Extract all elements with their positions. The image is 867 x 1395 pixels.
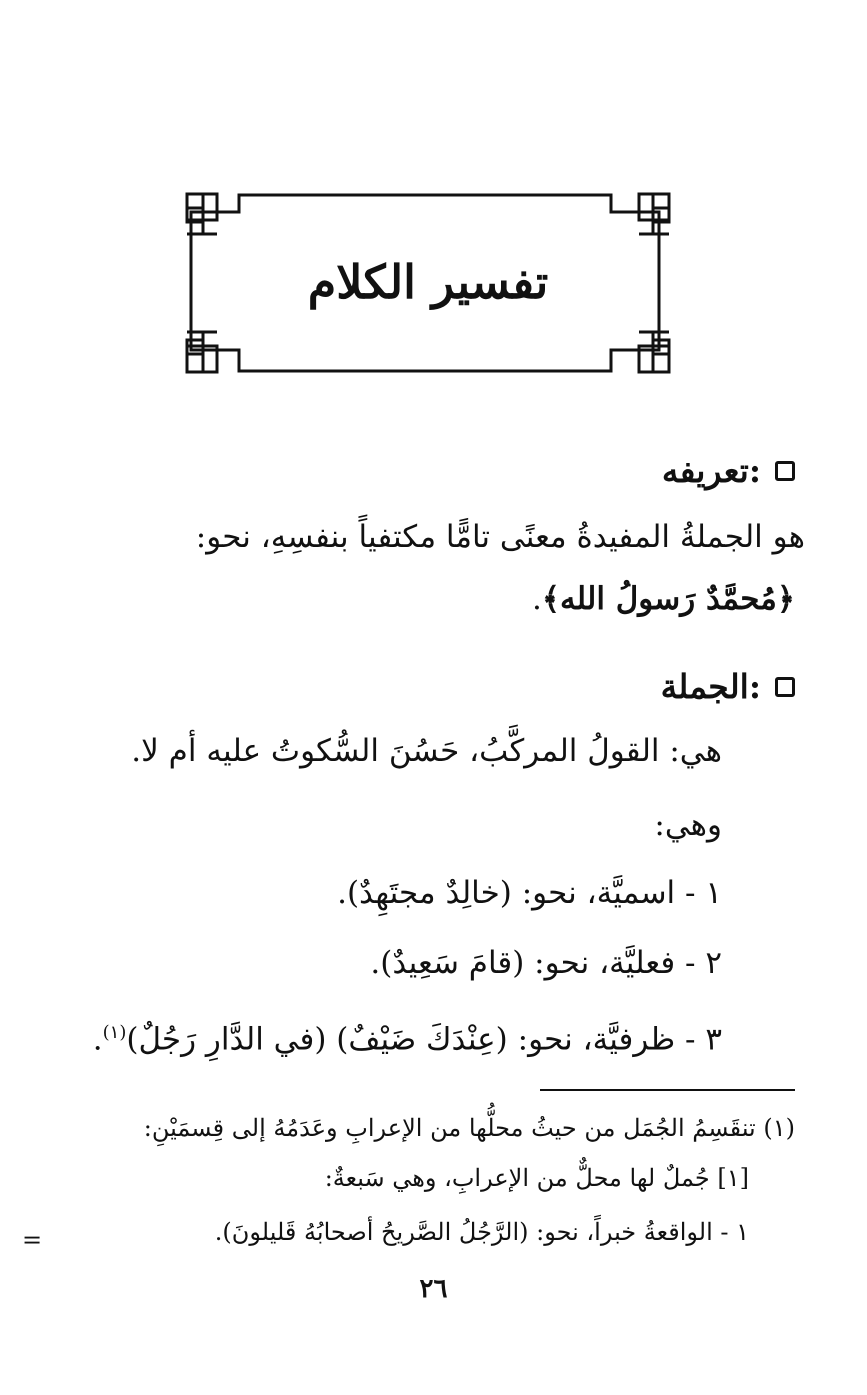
sentence-heading-text: الجملة: (660, 667, 761, 706)
square-bullet-icon (775, 461, 795, 481)
list-item: ٢ - فعليَّة، نحو: (قامَ سَعِيدٌ). (370, 945, 722, 981)
footnote-line: ١ - الواقعةُ خبراً، نحو: (الرَّجُلُ الصَّريحُ أصحابُهُ قَليلونَ). (214, 1218, 749, 1246)
list-item: ١ - اسميَّة، نحو: (خالِدٌ مجتَهِدٌ). (337, 875, 722, 911)
footnote-line: (١) تنقَسِمُ الجُمَل من حيثُ محلُّها من الإعرابِ وعَدَمُهُ إلى قِسمَيْنِ: (143, 1114, 795, 1142)
page-number: ٢٦ (419, 1274, 448, 1304)
period: . (92, 1021, 103, 1058)
definition-heading-text: تعريفه: (661, 451, 761, 490)
sentence-heading (661, 664, 795, 710)
sentence-intro: وهي: (654, 807, 722, 843)
list-item (93, 1010, 722, 1062)
footnote-line: [١] جُملٌ لها محلٌّ من الإعرابِ، وهي سَبعةٌ: (324, 1164, 749, 1192)
period: . (531, 581, 542, 617)
chapter-title: تفسير الكلام (307, 255, 549, 309)
square-bullet-icon (775, 677, 795, 697)
quran-quote: ﴿مُحمَّدٌ رَسولُ الله﴾ (541, 581, 795, 617)
definition-text: هو الجملةُ المفيدةُ معنًى تامًّا مكتفياً بنفسِهِ، نحو: (195, 519, 805, 555)
footnote-reference: (١) (102, 1022, 127, 1043)
footnote-divider (540, 1089, 795, 1091)
continuation-mark: = (22, 1226, 43, 1254)
sentence-definition: هي: القولُ المركَّبُ، حَسُنَ السُّكوتُ عليه أم لا. (131, 733, 722, 769)
list-item-text: ٣ - ظرفيَّة، نحو: (عِنْدَكَ ضَيْفٌ) (في الدَّارِ رَجُلٌ) (126, 1021, 722, 1058)
definition-heading (662, 448, 795, 494)
definition-example (532, 576, 795, 622)
title-frame (183, 190, 673, 376)
